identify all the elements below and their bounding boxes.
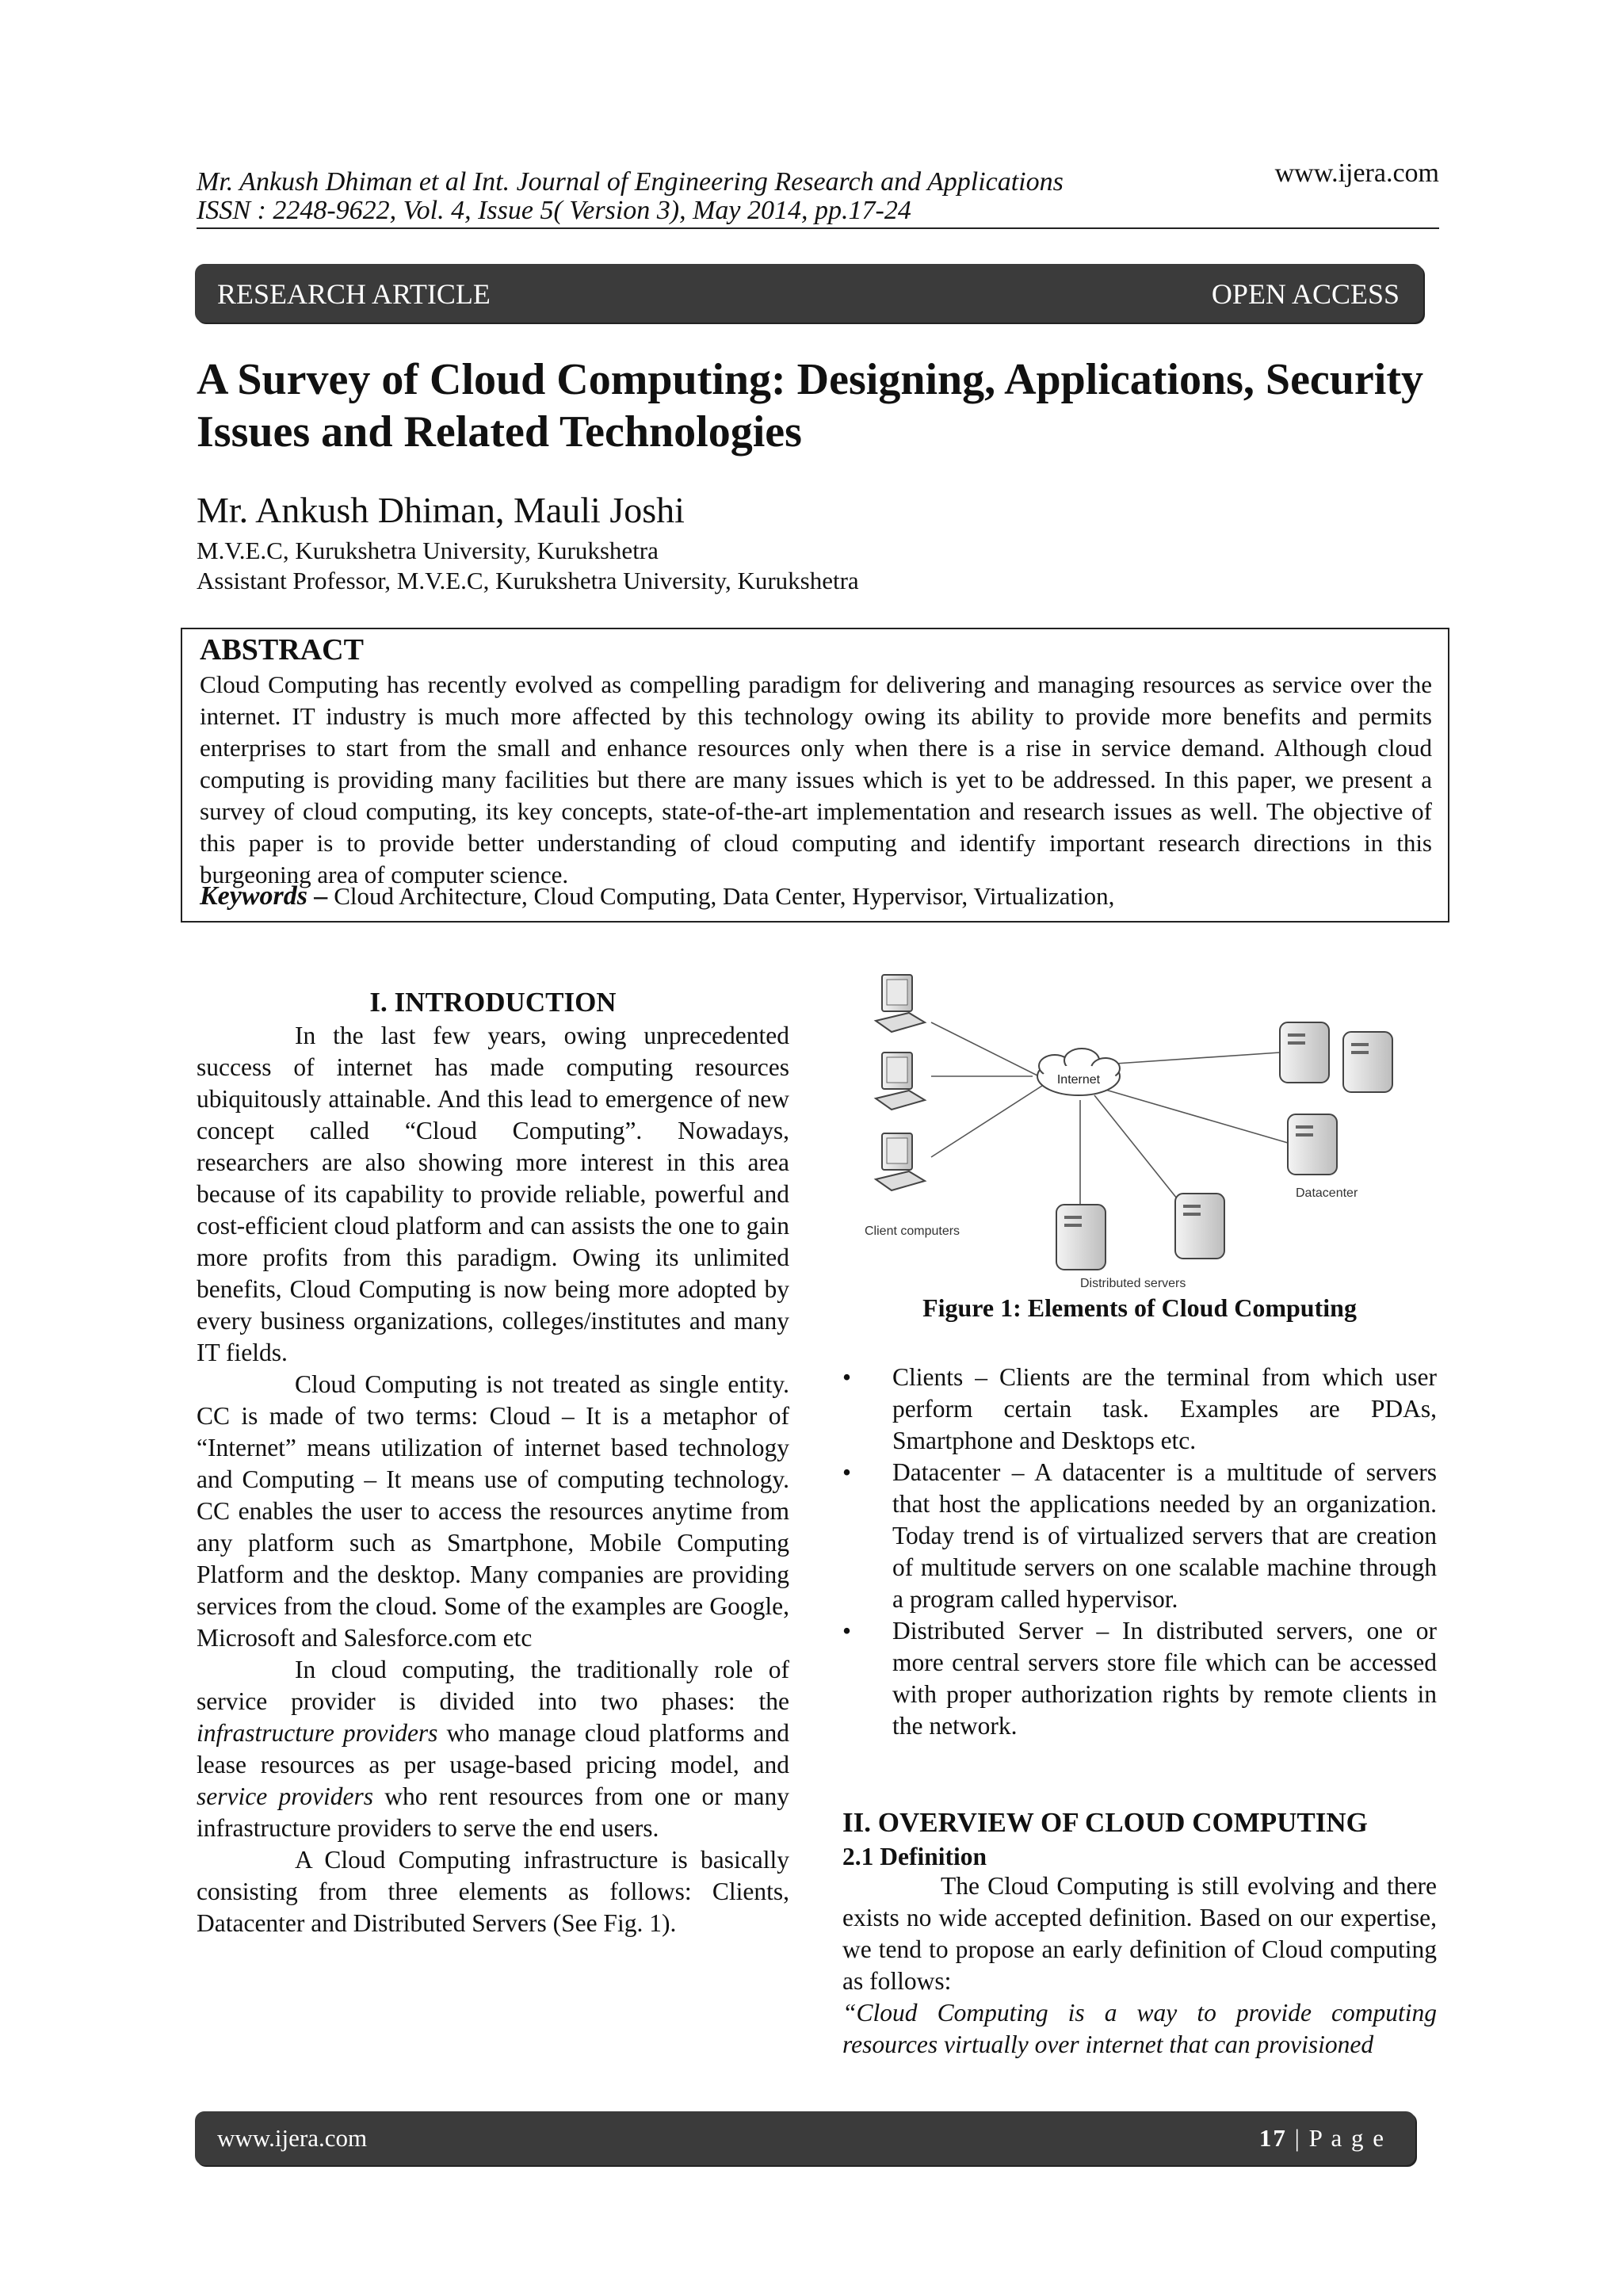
- affiliation-1: M.V.E.C, Kurukshetra University, Kurukshetra: [197, 537, 659, 564]
- list-item: [842, 1615, 1437, 1742]
- client-computer-icon: [876, 1052, 925, 1110]
- figure-caption: Figure 1: Elements of Cloud Computing: [922, 1293, 1357, 1322]
- intro-paragraph-2: Cloud Computing is not treated as single entity. CC is made of two terms: Cloud – It is a metaphor of “Internet” means utilization of internet based technology and Computing – It means use of computing technology. CC enables the user to access the resources anytime from any platform such as Smartphone, Mobile Computing Platform and the desktop. Many companies are providing services from the cloud. Some of the examples are Google, Microsoft and Salesforce.com etc: [197, 1370, 789, 1652]
- distributed-server-icon: [1175, 1194, 1224, 1259]
- bullet-icon: •: [842, 1617, 852, 1645]
- abstract-heading: ABSTRACT: [200, 633, 364, 667]
- definition-subheading: 2.1 Definition: [842, 1843, 987, 1870]
- bullet-icon: •: [842, 1458, 852, 1486]
- intro-paragraph-1: In the last few years, owing unprecedented success of internet has made computing resources ubiquitously attainable. And this lead to emergence of new concept called “Cloud Computing”. Nowadays, researchers are also showing more interest in this area because of its capability to provide reliable, powerful and cost-efficient cloud platform and can assists the one to gain more profits from this paradigm. Owing its unlimited benefits, Cloud Computing is now being more adopted by every business organizations, colleges/institutes and many IT fields.: [197, 1022, 789, 1366]
- issn-line: ISSN : 2248-9622, Vol. 4, Issue 5( Version 3), May 2014, pp.17-24: [197, 196, 911, 225]
- introduction-heading: I. INTRODUCTION: [369, 987, 617, 1018]
- distributed-server-icon: [1056, 1205, 1106, 1270]
- elements-list: [842, 1362, 1437, 1742]
- datacenter-label: Datacenter: [1296, 1186, 1358, 1200]
- definition-section: [842, 1870, 1437, 2061]
- bullet-datacenter-text: Datacenter – A datacenter is a multitude of servers that host the applications needed by an organization. Today trend is of virtualized servers that are creation of multitude servers on one scalable machine through a program called hypervisor.: [892, 1458, 1437, 1613]
- bullet-distributed-text: Distributed Server – In distributed servers, one or more central servers store file which can be accessed with proper authorization rights by remote clients in the network.: [892, 1617, 1437, 1740]
- footer-url[interactable]: www.ijera.com: [217, 2124, 368, 2152]
- keywords-label: Keywords –: [200, 881, 328, 911]
- affiliation-2: Assistant Professor, M.V.E.C, Kurukshetra University, Kurukshetra: [197, 567, 859, 594]
- intro-p3-b: who manage cloud platforms and lease resources as per usage-based pricing model, and: [197, 1719, 790, 1778]
- page-footer: [195, 2111, 1415, 2165]
- abstract-box: [181, 628, 1449, 923]
- article-type-banner: [195, 264, 1423, 323]
- definition-quote: “Cloud Computing is a way to provide computing resources virtually over internet that can provisioned: [842, 1999, 1437, 2058]
- intro-paragraph-4: A Cloud Computing infrastructure is basically consisting from three elements as follows: Clients, Datacenter and Distributed Servers (See Fig. 1).: [197, 1846, 789, 1937]
- client-computer-icon: [876, 1133, 925, 1190]
- intro-paragraph-3: [197, 1654, 789, 1844]
- datacenter-server-icon: [1288, 1114, 1337, 1175]
- client-computers-label: Client computers: [865, 1224, 960, 1238]
- keywords: [200, 881, 1114, 911]
- intro-p3-c: who rent resources from one or many infrastructure providers to serve the end users.: [197, 1782, 789, 1842]
- intro-p3-a: In cloud computing, the traditionally role of service provider is divided into two phases: the: [197, 1656, 789, 1715]
- infrastructure-providers-term: infrastructure providers: [197, 1719, 438, 1747]
- service-providers-term: service providers: [197, 1782, 374, 1810]
- paper-title: A Survey of Cloud Computing: Designing, Applications, Security Issues and Related Technologies: [197, 355, 1423, 457]
- header-url[interactable]: www.ijera.com: [1274, 159, 1439, 188]
- distributed-servers-label: Distributed servers: [1080, 1277, 1186, 1290]
- bullet-clients-text: Clients – Clients are the terminal from which user perform certain task. Examples are PDAs, Smartphone and Desktops etc.: [892, 1363, 1437, 1454]
- authors: Mr. Ankush Dhiman, Mauli Joshi: [197, 490, 685, 530]
- header-rule: [197, 227, 1439, 229]
- page-number: [1259, 2124, 1385, 2153]
- list-item: [842, 1457, 1437, 1615]
- datacenter-server-icon: [1343, 1032, 1392, 1092]
- cloud-elements-figure: [842, 959, 1437, 1292]
- journal-line: Mr. Ankush Dhiman et al Int. Journal of Engineering Research and Applications: [197, 167, 1064, 197]
- abstract-text: Cloud Computing has recently evolved as compelling paradigm for delivering and managing resources as service over the internet. IT industry is much more affected by this technology owing its ability to provide more benefits and permits enterprises to start from the small and enhance resources only when there is a rise in service demand. Although cloud computing is providing many facilities but there are many issues which is yet to be addressed. In this paper, we present a survey of cloud computing, its key concepts, state-of-the-art implementation and research issues as well. The objective of this paper is to provide better understanding of cloud computing and identify important research directions in this burgeoning area of computer science.: [200, 670, 1432, 888]
- bullet-icon: •: [842, 1363, 852, 1391]
- overview-heading: II. OVERVIEW OF CLOUD COMPUTING: [842, 1807, 1368, 1838]
- research-article-label: RESEARCH ARTICLE: [217, 278, 491, 310]
- list-item: [842, 1362, 1437, 1457]
- page-number-value: 17: [1258, 2124, 1287, 2152]
- client-computer-icon: [876, 975, 925, 1032]
- internet-label: Internet: [1056, 1073, 1101, 1087]
- internet-cloud-icon: [1037, 1049, 1120, 1095]
- datacenter-server-icon: [1280, 1022, 1329, 1083]
- open-access-label: OPEN ACCESS: [1211, 278, 1400, 310]
- definition-text: The Cloud Computing is still evolving and there exists no wide accepted definition. Based on our expertise, we tend to propose an early definition of Cloud computing as follows:: [842, 1872, 1437, 1995]
- page-label: | P a g e: [1286, 2124, 1385, 2152]
- introduction-section: [197, 985, 789, 1939]
- keywords-list: Cloud Architecture, Cloud Computing, Data Center, Hypervisor, Virtualization,: [334, 882, 1115, 910]
